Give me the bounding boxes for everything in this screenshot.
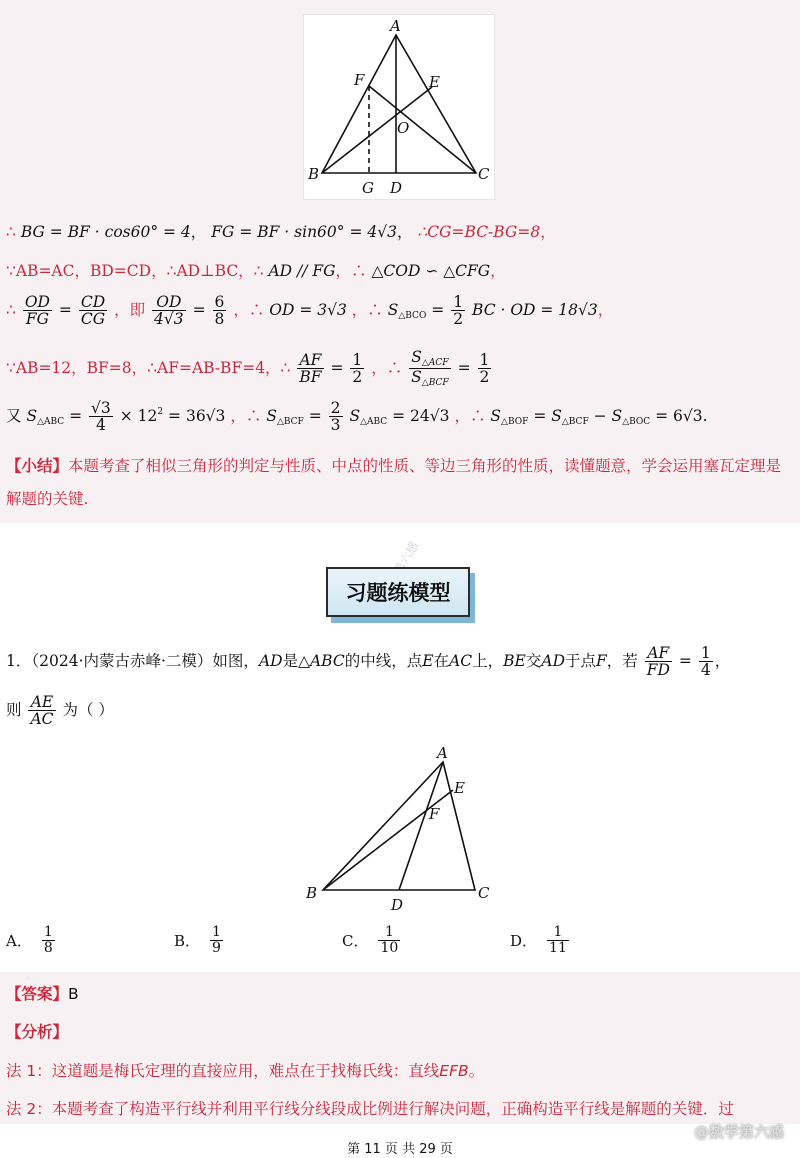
label-d: D <box>390 179 403 197</box>
summary-text: 本题考查了相似三角形的判定与性质、中点的性质、等边三角形的性质，读懂题意，学会运用塞瓦定理是解题的关键. <box>6 457 782 508</box>
label-d-2: D <box>391 896 404 914</box>
segment-be <box>322 87 432 173</box>
analysis-label: 【分析】 <box>6 1023 69 1041</box>
figure-triangle-abc-1 <box>303 14 495 200</box>
page-footer: 第 11 页 共 29 页 <box>347 1142 453 1157</box>
question-1-line-2: 则 $\frac{AE}{AC}$ 为（ ） <box>6 693 114 729</box>
label-o: O <box>397 119 410 137</box>
label-e: E <box>429 73 440 91</box>
label-a: A <box>390 17 401 35</box>
label-f-2: F <box>429 805 440 823</box>
answer-value: B <box>68 985 79 1003</box>
label-a-2: A <box>437 744 448 762</box>
answer-block <box>0 972 800 1124</box>
answer-label: 【答案】 <box>6 985 69 1003</box>
triangle-diagram-1 <box>304 15 496 201</box>
section-title-exercises: 习题练模型 <box>326 567 470 617</box>
triangle-abc-outline <box>322 35 476 173</box>
triangle-diagram-2 <box>300 740 510 915</box>
figure-triangle-abc-2 <box>300 740 510 915</box>
summary-label: 【小结】 <box>6 457 69 475</box>
solution-line-4: ∵AB=12，BF=8，∴AF=AB-BF=4，∴ $\frac{AF}{BF}$ = $\frac{1}{2}$ ，∴ $\frac{S_{\triangle ACF}}{S_{\triangle BCF}}$ = $\frac{1}{2}$ <box>6 348 490 389</box>
triangle-abc-outline-2 <box>323 762 475 890</box>
choice-b[interactable]: B． $\frac{1}{9}$ <box>174 924 221 956</box>
label-b-2: B <box>306 884 318 902</box>
choice-c[interactable]: C． $\frac{1}{10}$ <box>342 924 399 956</box>
brand-watermark: @数学第六感 <box>693 1123 784 1141</box>
label-b: B <box>308 165 320 183</box>
analysis-method-2: 法 2：本题考查了构造平行线并利用平行线分线段成比例进行解决问题，正确构造平行线是解题的关键．过 <box>6 1100 734 1118</box>
solution-line-1: ∴ BG = BF · cos60° = 4， FG = BF · sin60° = 4√3， ∴CG=BC-BG=8， <box>6 223 556 241</box>
analysis-label-line <box>6 1020 68 1042</box>
solution-line-3: ∴ $\frac{OD}{FG}$ = $\frac{CD}{CG}$ ，即 $\frac{OD}{4√3}$ = $\frac{6}{8}$ ，∴ OD = 3√3 ，∴ $S_{\triangle BCO}$ = $\frac{1}{2}$ BC · OD = 18√3， <box>6 293 614 329</box>
segment-cf <box>369 86 476 173</box>
label-f: F <box>354 71 365 89</box>
label-g: G <box>362 179 374 197</box>
solution-block <box>0 0 800 523</box>
summary-paragraph <box>6 450 792 516</box>
solution-line-5: 又 $S_{\triangle ABC}$ = $\frac{√3}{4}$ × $12^2 = 36√3$ ，∴ $S_{\triangle BCF}$ = $\frac{2}{3}$ $S_{\triangle ABC} = 24√3$ ，∴ $S_{\triangle BOF} = S_{\triangle BCF} - S_{\triangle BOC} = 6√3$. <box>6 399 708 435</box>
label-c: C <box>478 165 490 183</box>
analysis-method-1: 法 1：这道题是梅氏定理的直接应用，难点在于找梅氏线：直线EFB。 <box>6 1062 485 1080</box>
label-e-2: E <box>454 779 465 797</box>
choice-d[interactable]: D． $\frac{1}{11}$ <box>510 924 567 956</box>
solution-line-2: ∵AB=AC，BD=CD，∴AD⊥BC，∴ AD // FG，∴ △COD ∽ △CFG， <box>6 262 506 280</box>
answer-line <box>6 982 79 1004</box>
label-c-2: C <box>478 884 490 902</box>
question-1-line-1: 1．（2024·内蒙古赤峰·二模）如图，AD是△ABC的中线，点E在AC上，BE交AD于点F，若 $\frac{AF}{FD}$ = $\frac{1}{4}$ ， <box>6 644 731 680</box>
choice-a[interactable]: A． $\frac{1}{8}$ <box>6 924 53 956</box>
